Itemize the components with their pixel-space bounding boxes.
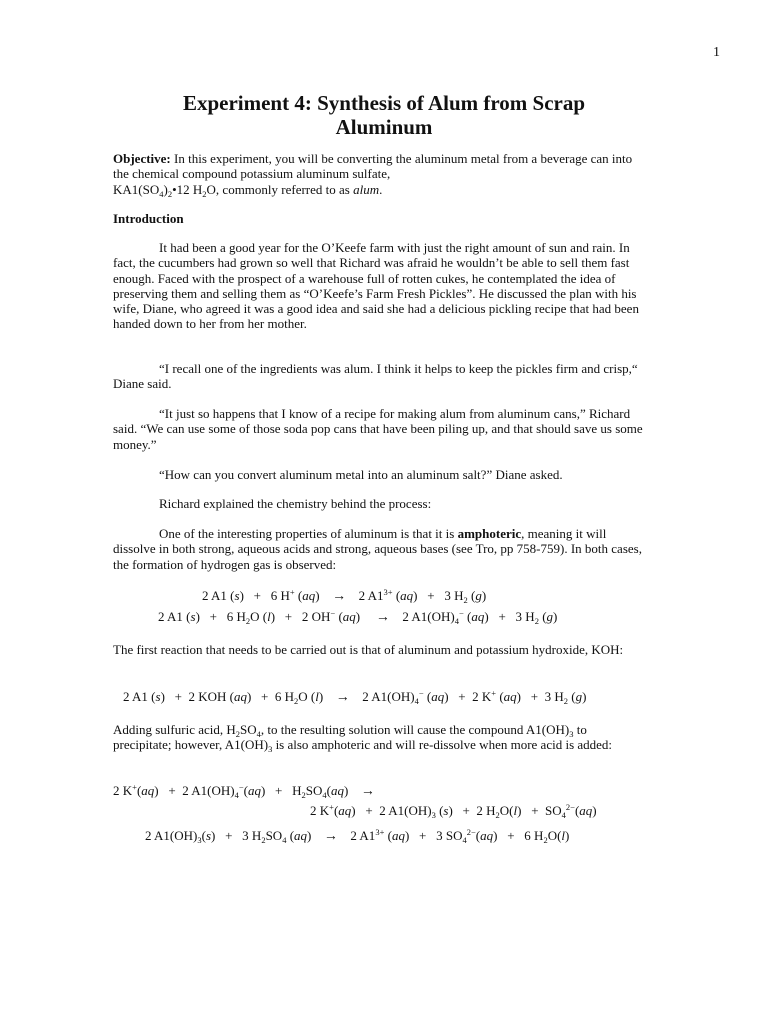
alum-formula-part: O, commonly referred to as — [206, 181, 354, 197]
equation-2: 2 A1 (s) + 6 $H_2O$ (l) + 2 OH− (aq) → 2 $A1(OH)_4^-$ (aq) + 3 $H_2$ (g) — [158, 608, 558, 626]
text: to precipitate; however, A1(OH) — [113, 722, 587, 753]
amphoteric-term: amphoteric — [457, 526, 522, 541]
objective-label: Objective: — [113, 151, 171, 166]
period: . — [379, 181, 383, 197]
alum-formula-part: •12 H — [172, 181, 203, 197]
subscript: 4 — [256, 729, 261, 739]
text: One of the interesting properties of aluminum is that it is — [159, 526, 458, 541]
page-number: 1 — [713, 45, 720, 60]
text: , meaning it will dissolve in both strong, aqueous acids and strong, aqueous bases (see Tro, pp 758-759). In both cases, the formation of hydrogen gas is observed: — [113, 526, 642, 572]
subscript: 2 — [167, 188, 173, 199]
subscript: 2 — [235, 729, 241, 739]
title-line-1: Experiment 4: Synthesis of Alum from Scrap — [182, 91, 586, 115]
alum-formula-part: ) — [163, 181, 168, 197]
text: , to the resulting solution will cause the compound A1(OH) — [260, 722, 570, 737]
intro-paragraph-8 — [113, 722, 648, 753]
text: SO — [240, 722, 257, 737]
subscript: 3 — [569, 729, 574, 739]
intro-paragraph-1: It had been a good year for the O’Keefe farm with just the right amount of sun and rain. In fact, the cucumbers had grown so well that Richard was afraid he wouldn’t be able to sell them fast enough. Faced with the prospect of a warehouse full of rotten cukes, he contemplated the idea of preserving them and selling them as “O’Keefe’s Farm Fresh Pickles”. He discussed the plan with his wife, Diane, who agreed it was a good idea and said she had a delicious pickling recipe that had been handed down to her from her mother. — [113, 240, 639, 332]
subscript: 2 — [202, 188, 207, 199]
intro-paragraph-3: “It just so happens that I know of a recipe for making alum from aluminum cans,” Richard said. “We can use some of those soda pop cans that have been piling up, and that should save us some money.” — [113, 406, 643, 452]
intro-paragraph-5: Richard explained the chemistry behind the process: — [159, 496, 432, 511]
alum-formula-part: KA1(SO — [113, 181, 160, 197]
page-title — [113, 91, 655, 139]
equation-1: 2 A1 (s) + 6 H+ (aq) → 2 $A1^{3+}$ (aq) + 3 $H_2$ (g) — [202, 587, 487, 605]
intro-paragraph-4: “How can you convert aluminum metal into an aluminum salt?” Diane asked. — [159, 467, 563, 482]
subscript: 3 — [268, 744, 273, 755]
objective-text: In this experiment, you will be converting the aluminum metal from a beverage can into the chemical compound potassium aluminum sulfate, — [113, 151, 633, 182]
intro-paragraph-2: “I recall one of the ingredients was alum. I think it helps to keep the pickles firm and crisp,“ Diane said. — [113, 361, 638, 392]
intro-paragraph-7: The first reaction that needs to be carried out is that of aluminum and potassium hydroxide, KOH: — [113, 642, 624, 657]
equation-5: 2 $A1(OH)_3(s) + 3$ $H_2SO_4$ (aq) → 2 $A1^{3+}$ (aq) + 3 $SO_4^{2-}(aq) + 6$ $H_2O(l)$ — [145, 827, 570, 845]
text: is also amphoteric and will re-dissolve when more acid is added: — [272, 737, 613, 753]
title-line-2: Aluminum — [335, 115, 433, 139]
subscript: 4 — [159, 188, 164, 199]
equation-4-line-1: 2 K+(aq) + 2 $A1(OH)_4^-(aq) + H_2SO_4(aq)$ → — [113, 782, 375, 800]
alum-term: alum — [353, 181, 380, 197]
objective-paragraph — [113, 151, 648, 197]
text: Adding sulfuric acid, H — [113, 722, 236, 737]
equation-4-line-2: 2 K+(aq) + 2 $A1(OH)_3$ (s) + 2 $H_2O(l) + SO_4^{2-}(aq)$ — [310, 802, 597, 820]
intro-paragraph-6 — [113, 526, 648, 572]
equation-3: 2 A1 (s) + 2 KOH (aq) + 6 $H_2O$ (l) → 2 $A1(OH)_4^-$ (aq) + 2 K+ (aq) + 3 $H_2$ (g) — [123, 688, 587, 706]
introduction-heading: Introduction — [113, 211, 184, 226]
